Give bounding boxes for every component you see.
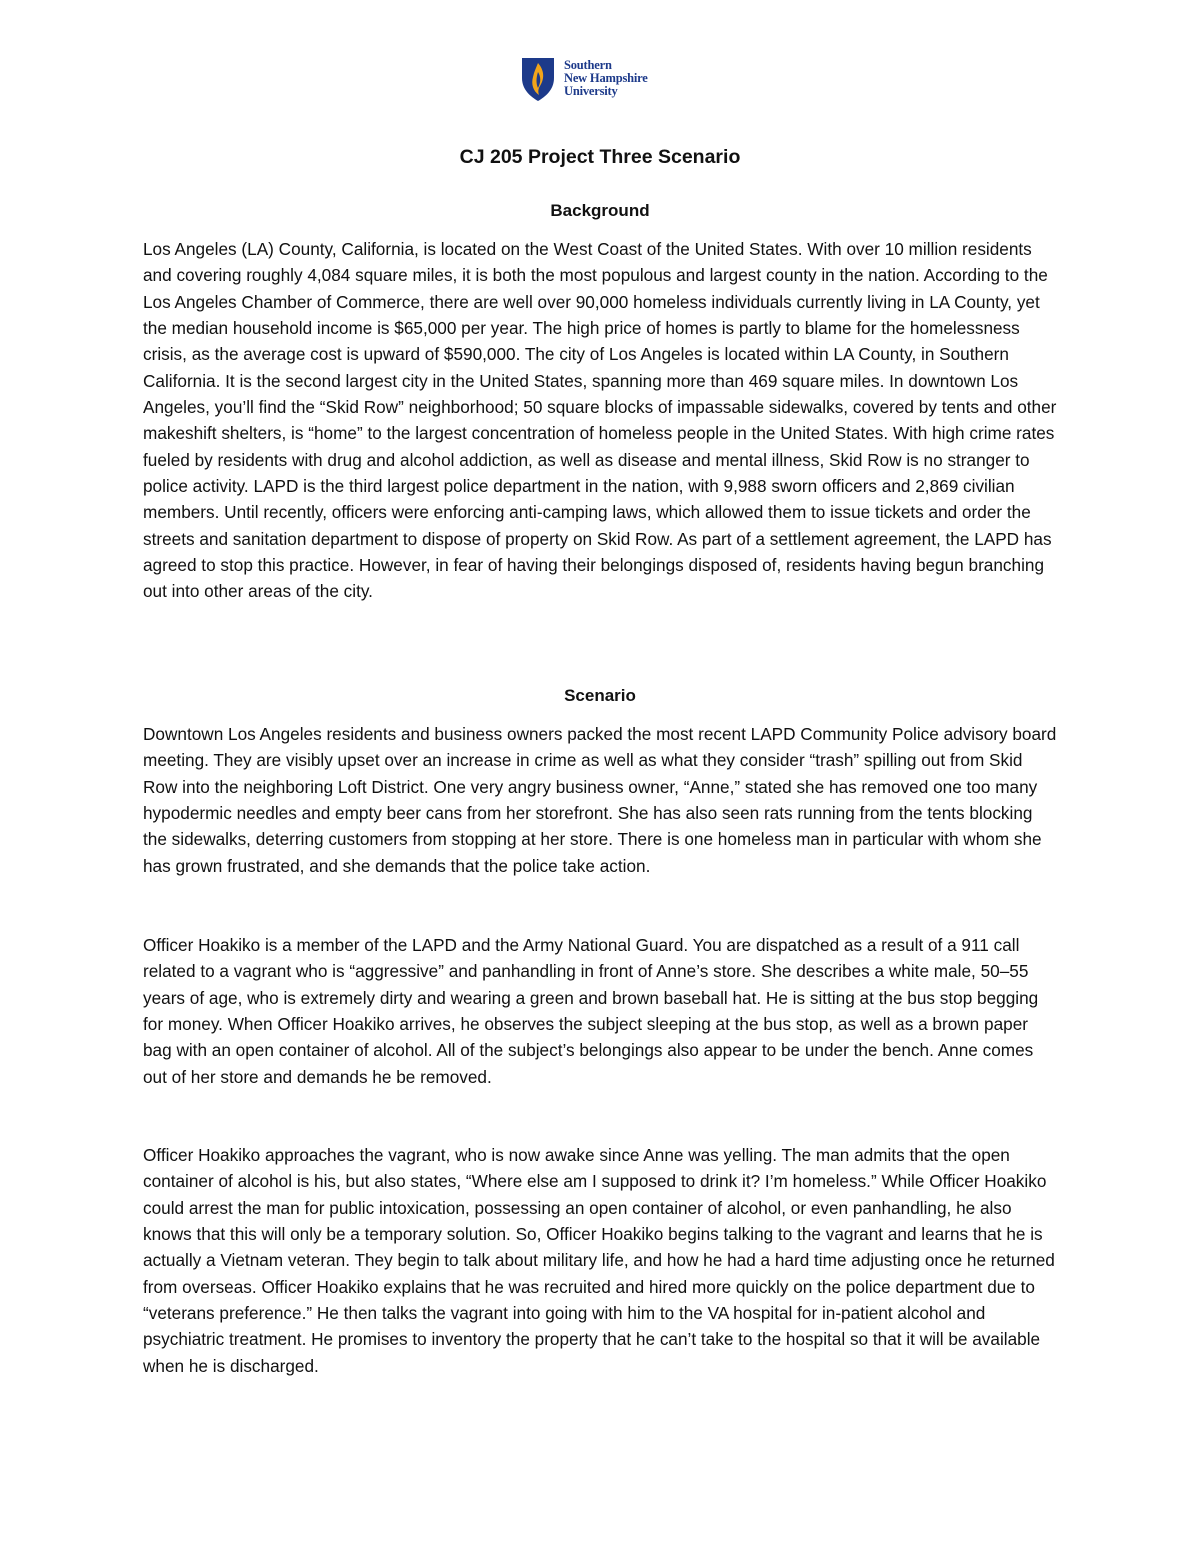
scenario-paragraph-3: Officer Hoakiko approaches the vagrant, who is now awake since Anne was yelling. The man admits that the open container of alcohol is his, but also states, “Where else am I supposed to drink it? I’m homeless.” While Officer Hoakiko could arrest the man for public intoxication, possessing an open container of alcohol, or even panhandling, he also knows that this will only be a temporary solution. So, Officer Hoakiko begins talking to the vagrant and learns that he is actually a Vietnam veteran. They begin to talk about military life, and how he had a hard time adjusting once he returned from overseas. Officer Hoakiko explains that he was recruited and hired more quickly on the police department due to “veterans preference.” He then talks the vagrant into going with him to the VA hospital for in-patient alcohol and psychiatric treatment. He promises to inventory the property that he can’t take to the hospital so that it will be available when he is discharged.: [143, 1145, 1055, 1376]
logo-wordmark: [564, 59, 648, 98]
logo-line-2: New Hampshire: [564, 71, 648, 85]
scenario-heading: Scenario: [564, 686, 636, 705]
scenario-paragraph-1: Downtown Los Angeles residents and business owners packed the most recent LAPD Community Police advisory board meeting. They are visibly upset over an increase in crime as well as what they consider “trash” spilling out from Skid Row into the neighboring Loft District. One very angry business owner, “Anne,” stated she has removed one too many hypodermic needles and empty beer cans from her storefront. She has also seen rats running from the tents blocking the sidewalks, deterring customers from stopping at her store. There is one homeless man in particular with whom she has grown frustrated, and she demands that the police take action.: [143, 724, 1057, 876]
background-heading: Background: [550, 201, 650, 220]
logo-line-3: University: [564, 84, 618, 98]
document-title: CJ 205 Project Three Scenario: [459, 146, 741, 168]
logo-line-1: Southern: [564, 58, 612, 72]
university-logo: [521, 56, 691, 106]
scenario-paragraph-2: Officer Hoakiko is a member of the LAPD and the Army National Guard. You are dispatched as a result of a 911 call related to a vagrant who is “aggressive” and panhandling in front of Anne’s store. She describes a white male, 50–55 years of age, who is extremely dirty and wearing a green and brown baseball hat. He is sitting at the bus stop begging for money. When Officer Hoakiko arrives, he observes the subject sleeping at the bus stop, as well as a brown paper bag with an open container of alcohol. All of the subject’s belongings also appear to be under the bench. Anne comes out of her store and demands he be removed.: [143, 935, 1039, 1087]
shield-flame-icon: [521, 56, 555, 102]
background-paragraph: Los Angeles (LA) County, California, is located on the West Coast of the United States. With over 10 million residents and covering roughly 4,084 square miles, it is both the most populous and largest county in the nation. According to the Los Angeles Chamber of Commerce, there are well over 90,000 homeless individuals currently living in LA County, yet the median household income is $65,000 per year. The high price of homes is partly to blame for the homelessness crisis, as the average cost is upward of $590,000. The city of Los Angeles is located within LA County, in Southern California. It is the second largest city in the United States, spanning more than 469 square miles. In downtown Los Angeles, you’ll find the “Skid Row” neighborhood; 50 square blocks of impassable sidewalks, covered by tents and other makeshift shelters, is “home” to the largest concentration of homeless people in the United States. With high crime rates fueled by residents with drug and alcohol addiction, as well as disease and mental illness, Skid Row is no stranger to police activity. LAPD is the third largest police department in the nation, with 9,988 sworn officers and 2,869 civilian members. Until recently, officers were enforcing anti-camping laws, which allowed them to issue tickets and order the streets and sanitation department to dispose of property on Skid Row. As part of a settlement agreement, the LAPD has agreed to stop this practice. However, in fear of having their belongings disposed of, residents having begun branching out into other areas of the city.: [143, 239, 1057, 602]
